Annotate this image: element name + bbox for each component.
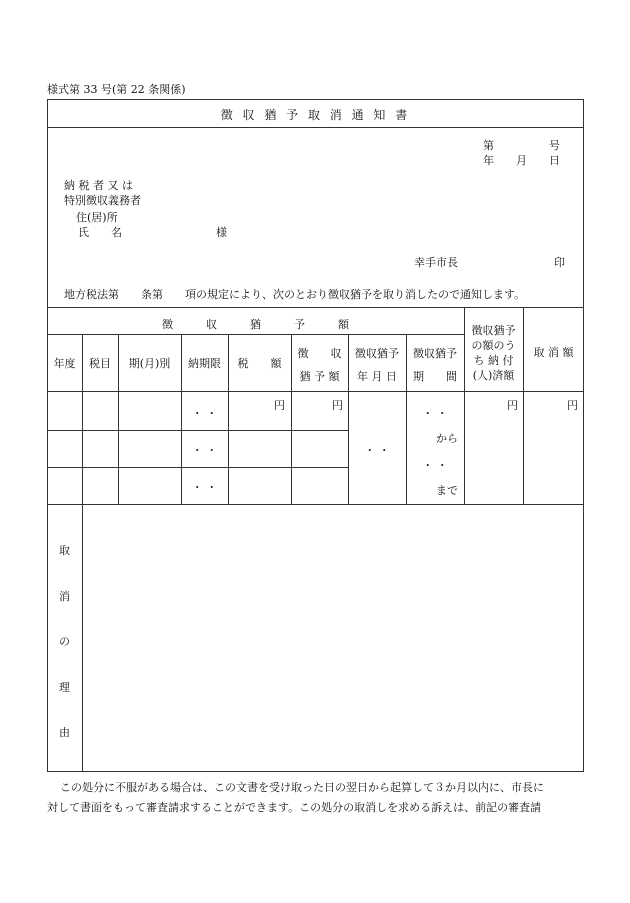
col-deferral-term-2: 期 間	[413, 370, 457, 383]
group-header-divider	[47, 334, 464, 335]
col-paid-2: の額のう	[471, 339, 516, 352]
col-deferred-amount-1: 徴 収	[297, 347, 342, 360]
due-date-dots: ・ ・	[191, 444, 218, 457]
term-until: まで	[436, 484, 458, 497]
name-label: 氏 名	[78, 226, 122, 239]
col-year: 年度	[53, 357, 76, 370]
deferral-date-dots: ・ ・	[364, 444, 390, 457]
table-top-border	[47, 307, 584, 308]
form-number: 様式第 33 号(第 22 条関係)	[47, 83, 186, 96]
reason-label-char: 取	[59, 544, 70, 557]
yen-unit: 円	[567, 399, 578, 412]
term-end-dots: ・ ・	[422, 459, 448, 472]
col-tax-item: 税目	[89, 357, 111, 370]
document-date: 年 月 日	[483, 154, 560, 167]
address-label: 住(居)所	[76, 211, 118, 224]
appeal-notice-line1: この処分に不服がある場合は、この文書を受け取った日の翌日から起算して３か月以内に、市長に	[60, 781, 544, 794]
col-cancel-amount: 取 消 額	[533, 346, 574, 359]
reason-divider	[82, 504, 83, 772]
form-title: 徴 収 猶 予 取 消 通 知 書	[220, 108, 411, 122]
document-number: 第 号	[483, 139, 560, 152]
seal-mark: 印	[554, 256, 565, 269]
col-tax-amount: 税 額	[237, 357, 282, 370]
term-from: から	[436, 432, 458, 445]
col-period: 期(月)別	[128, 357, 171, 370]
col-paid-3: ち 納 付	[473, 354, 514, 367]
yen-unit: 円	[507, 399, 518, 412]
row-divider	[47, 467, 348, 468]
col-deferral-term-1: 徴収猶予	[413, 347, 457, 360]
header-bottom-border	[47, 391, 584, 392]
reason-label-char: の	[59, 635, 70, 648]
yen-unit: 円	[332, 399, 343, 412]
reason-label-char: 由	[59, 726, 70, 739]
taxpayer-label: 納 税 者 又 は	[64, 179, 133, 192]
col-due-date: 納期限	[188, 357, 221, 370]
col-paid-4: (人)済額	[472, 369, 515, 382]
yen-unit: 円	[274, 399, 285, 412]
notice-text: 地方税法第 条第 項の規定により、次のとおり徴収猶予を取り消したので通知します。	[64, 288, 526, 301]
col-deferred-amount-2: 猶 予 額	[299, 370, 340, 383]
row-divider	[47, 430, 348, 431]
due-date-dots: ・ ・	[191, 407, 218, 420]
issuer-mayor: 幸手市長	[414, 256, 458, 269]
col-paid-1: 徴収猶予	[471, 324, 516, 337]
honorific-sama: 様	[216, 226, 227, 239]
reason-label-char: 理	[59, 681, 70, 694]
appeal-notice-line2: 対して書面をもって審査請求することができます。この処分の取消しを求める訴えは、前記の審査請	[47, 801, 542, 814]
due-date-dots: ・ ・	[191, 481, 218, 494]
table-bottom-border	[47, 504, 584, 505]
special-collector-label: 特別徴収義務者	[64, 194, 141, 207]
col-deferral-date-1: 徴収猶予	[355, 347, 399, 360]
col-deferral-date-2: 年 月 日	[357, 370, 397, 383]
group-header-deferral: 徴 収 猶 予 額	[162, 318, 349, 331]
term-start-dots: ・ ・	[422, 407, 448, 420]
title-divider	[47, 127, 584, 128]
reason-label-char: 消	[59, 590, 70, 603]
